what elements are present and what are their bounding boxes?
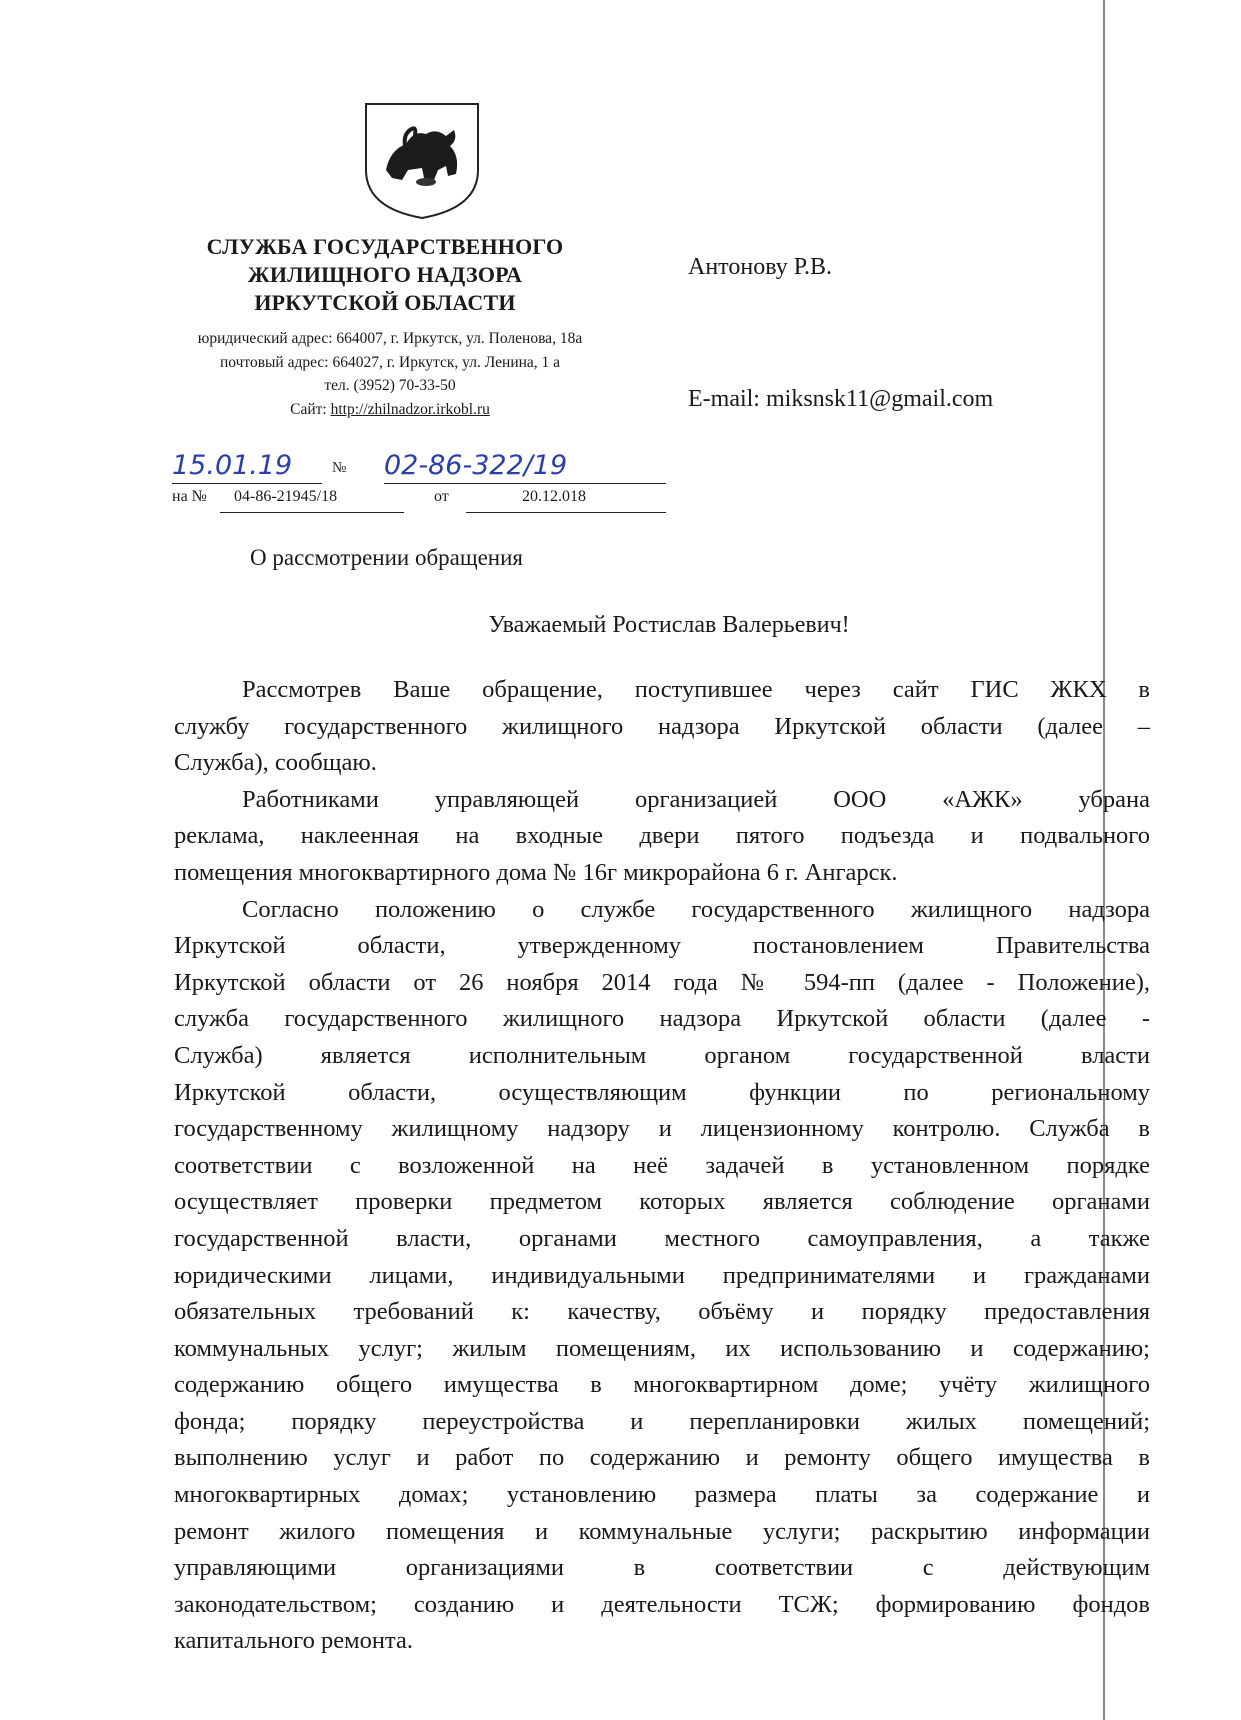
paragraph-line: осуществляет проверки предметом которых является соблюдение органами bbox=[174, 1188, 1150, 1216]
paragraph-line: ремонт жилого помещения и коммунальные услуги; раскрытию информации bbox=[174, 1517, 1150, 1545]
paragraph-line: Иркутской области от 26 ноября 2014 года № 594-пп (далее - Положение), bbox=[174, 968, 1150, 996]
site-label: Сайт: bbox=[290, 400, 331, 418]
paragraph-line: Иркутской области, утвержденному постановлением Правительства bbox=[174, 932, 1150, 960]
paragraph-line: Согласно положению о службе государственного жилищного надзора bbox=[242, 895, 1150, 923]
paragraph-line: Работниками управляющей организацией ООО «АЖК» убрана bbox=[242, 785, 1150, 813]
paragraph-line: коммунальных услуг; жилым помещениям, их использованию и содержанию; bbox=[174, 1334, 1150, 1362]
paragraph-line: реклама, наклеенная на входные двери пятого подъезда и подвального bbox=[174, 822, 1150, 850]
outgoing-date: 15.01.19 bbox=[172, 450, 293, 481]
paragraph-line: государственному жилищному надзору и лицензионному контролю. Служба в bbox=[174, 1115, 1150, 1143]
recipient-email: E-mail: miksnsk11@gmail.com bbox=[688, 386, 994, 412]
paragraph-line: Рассмотрев Ваше обращение, поступившее через сайт ГИС ЖКХ в bbox=[242, 676, 1150, 703]
paragraph-line: многоквартирных домах; установлению размера платы за содержание и bbox=[174, 1481, 1150, 1509]
letter-body bbox=[174, 672, 1150, 1660]
org-line: ИРКУТСКОЙ ОБЛАСТИ bbox=[254, 290, 516, 315]
paragraph-line: содержанию общего имущества в многоквартирном доме; учёту жилищного bbox=[174, 1371, 1150, 1399]
in-reply-label: на № bbox=[172, 488, 207, 505]
greeting: Уважаемый Ростислав Валерьевич! bbox=[488, 612, 850, 638]
paragraph-line: служба государственного жилищного надзора Иркутской области (далее - bbox=[174, 1005, 1150, 1033]
paragraph-line: фонда; порядку переустройства и перепланировки жилых помещений; bbox=[174, 1407, 1150, 1435]
paragraph-line: соответствии с возложенной на неё задачей в установленном порядке bbox=[174, 1151, 1150, 1179]
paragraph bbox=[174, 782, 1150, 892]
org-line: ЖИЛИЩНОГО НАДЗОРА bbox=[247, 262, 523, 287]
organization-name bbox=[180, 233, 590, 317]
paragraph-line: обязательных требований к: качеству, объёму и порядку предоставления bbox=[174, 1298, 1150, 1326]
site-link[interactable]: http://zhilnadzor.irkobl.ru bbox=[330, 400, 490, 418]
phone: тел. (3952) 70-33-50 bbox=[324, 377, 456, 394]
paragraph-line: управляющими организациями в соответствии с действующим bbox=[174, 1554, 1150, 1582]
postal-address: почтовый адрес: 664027, г. Иркутск, ул. Ленина, 1 а bbox=[219, 353, 561, 371]
number-sign: № bbox=[332, 460, 347, 476]
org-line: СЛУЖБА ГОСУДАРСТВЕННОГО bbox=[206, 234, 564, 259]
paragraph-line: Служба) является исполнительным органом государственной власти bbox=[174, 1041, 1150, 1069]
legal-address: юридический адрес: 664007, г. Иркутск, ул. Поленова, 18а bbox=[197, 330, 583, 347]
paragraph-line: Служба), сообщаю. bbox=[174, 749, 377, 777]
paragraph-line: службу государственного жилищного надзора Иркутской области (далее – bbox=[174, 712, 1150, 740]
in-reply-number: 04-86-21945/18 bbox=[234, 488, 338, 505]
in-reply-date: 20.12.018 bbox=[522, 488, 586, 505]
letter-subject: О рассмотрении обращения bbox=[250, 545, 523, 570]
paragraph-line: государственной власти, органами местного самоуправления, а также bbox=[174, 1224, 1150, 1252]
paragraph bbox=[174, 892, 1150, 1660]
outgoing-number: 02-86-322/19 bbox=[384, 450, 568, 481]
paragraph-line: юридическими лицами, индивидуальными предпринимателями и гражданами bbox=[174, 1261, 1150, 1289]
organization-contacts bbox=[170, 327, 610, 421]
paragraph bbox=[174, 672, 1150, 782]
paragraph-line: законодательством; созданию и деятельности ТСЖ; формированию фондов bbox=[174, 1590, 1150, 1618]
paragraph-line: капитального ремонта. bbox=[174, 1627, 413, 1655]
recipient-name: Антонову Р.В. bbox=[688, 254, 833, 280]
coat-of-arms-icon bbox=[362, 100, 482, 222]
paragraph-line: помещения многоквартирного дома № 16г микрорайона 6 г. Ангарск. bbox=[174, 858, 898, 886]
from-label: от bbox=[434, 488, 449, 505]
outgoing-registration bbox=[172, 450, 666, 484]
paragraph-line: выполнению услуг и работ по содержанию и ремонту общего имущества в bbox=[174, 1444, 1150, 1472]
paragraph-line: Иркутской области, осуществляющим функции по региональному bbox=[174, 1078, 1150, 1106]
